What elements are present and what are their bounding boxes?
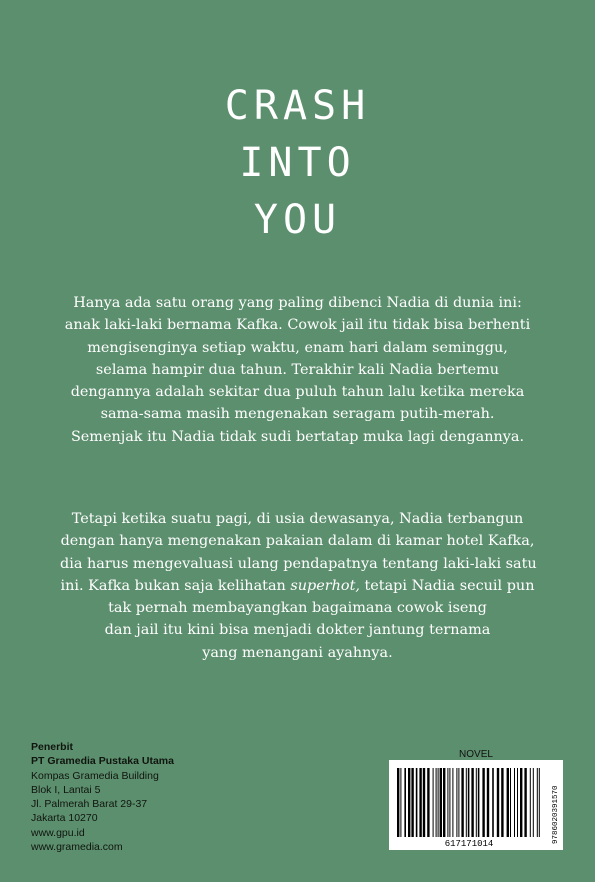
barcode-bar (487, 768, 489, 837)
barcode-bar (436, 768, 437, 837)
blurb-line: dengannya adalah sekitar dua puluh tahun lalu ketika mereka (70, 384, 525, 401)
barcode-bar (461, 768, 463, 837)
publisher-address-line: Blok I, Lantai 5 (31, 783, 101, 796)
barcode-bar (501, 768, 503, 837)
barcode-bar (539, 768, 540, 837)
blurb-line: dan jail itu kini bisa menjadi dokter jantung ternama (104, 622, 491, 639)
barcode-bar (466, 768, 467, 837)
barcode-number: 617171014 (444, 839, 494, 849)
blurb-line: mengisenginya setiap waktu, enam hari dalam seminggu, (87, 339, 508, 356)
barcode-bar (419, 768, 421, 837)
publisher-address-line: Jakarta 10270 (31, 812, 98, 825)
barcode-bar (492, 768, 494, 837)
barcode-bar (397, 768, 399, 837)
barcode-bar (507, 768, 509, 837)
blurb-line: Hanya ada satu orang yang paling dibenci Nadia di dunia ini: (73, 295, 522, 311)
isbn-number: 9786020391570 (552, 785, 560, 844)
barcode-bar (440, 768, 442, 837)
barcode-bar (416, 768, 418, 837)
barcode-bar (524, 768, 526, 837)
barcode-bar (408, 768, 410, 837)
publisher-website: www.gramedia.com (31, 841, 123, 854)
barcode-bar (452, 768, 453, 837)
publisher-info (31, 740, 174, 854)
blurb-line: dia harus mengevaluasi ulang pendapatnya tentang laki-laki satu (60, 555, 537, 572)
barcode-bar (476, 768, 477, 837)
publisher-address-line: Kompas Gramedia Building (31, 769, 159, 782)
publisher-website: www.gpu.id (31, 826, 85, 839)
blurb-line: yang menangani ayahnya. (202, 644, 393, 661)
barcode-bar (471, 768, 473, 837)
barcode-bar (520, 768, 522, 837)
barcode-bar (443, 768, 445, 837)
title-line: YOU (253, 197, 342, 243)
barcode-bar (510, 768, 511, 837)
barcode (389, 760, 563, 850)
barcode-bar (449, 768, 450, 837)
barcode-bar (438, 768, 439, 837)
barcode-bar (411, 768, 413, 837)
blurb-text: ini. Kafka bukan saja kelihatan (60, 577, 291, 594)
blurb-line (60, 575, 535, 597)
book-title (0, 78, 595, 249)
blurb-line: Tetapi ketika suatu pagi, di usia dewasanya, Nadia terbangun (71, 511, 524, 527)
barcode-bar (482, 768, 484, 837)
barcode-graphic (389, 760, 563, 850)
barcode-bar (404, 768, 406, 837)
title-line: INTO (239, 140, 356, 186)
publisher-address-line: Jl. Palmerah Barat 29-37 (31, 798, 148, 811)
barcode-bar (478, 768, 480, 837)
barcode-bar (514, 768, 515, 837)
barcode-bar (497, 768, 499, 837)
barcode-bar (423, 768, 425, 837)
publisher-name: PT Gramedia Pustaka Utama (31, 755, 174, 768)
blurb-line: dengan hanya mengenakan pakaian dalam di kamar hotel Kafka, (60, 533, 535, 550)
blurb-text: tetapi Nadia secuil pun (359, 577, 535, 594)
blurb-paragraph-1 (60, 292, 535, 448)
blurb-line: Semenjak itu Nadia tidak sudi bertatap muka lagi dengannya. (70, 428, 525, 445)
barcode-bar (427, 768, 429, 837)
barcode-bar (400, 768, 401, 837)
barcode-bar (537, 768, 538, 837)
blurb-line: anak laki-laki bernama Kafka. Cowok jail itu tidak bisa berhenti (64, 317, 531, 334)
title-line: CRASH (224, 83, 371, 129)
barcode-bar (468, 768, 470, 837)
barcode-bar (533, 768, 534, 837)
blurb-italic-text: superhot, (290, 577, 360, 594)
barcode-bar (458, 768, 459, 837)
publisher-label: Penerbit (31, 741, 74, 753)
barcode-bar (447, 768, 448, 837)
blurb-line: tak pernah membayangkan bagaimana cowok iseng (108, 600, 487, 617)
blurb-paragraph-2 (60, 508, 535, 664)
blurb-line: sama-sama masih mengenakan seragam putih-merah. (100, 406, 495, 423)
blurb-line: selama hampir dua tahun. Terakhir kali Nadia bertemu (95, 361, 500, 378)
barcode-bar (517, 768, 518, 837)
genre-label: NOVEL (459, 749, 493, 760)
barcode-bar (530, 768, 531, 837)
barcode-bar (433, 768, 434, 837)
barcode-bar (456, 768, 457, 837)
